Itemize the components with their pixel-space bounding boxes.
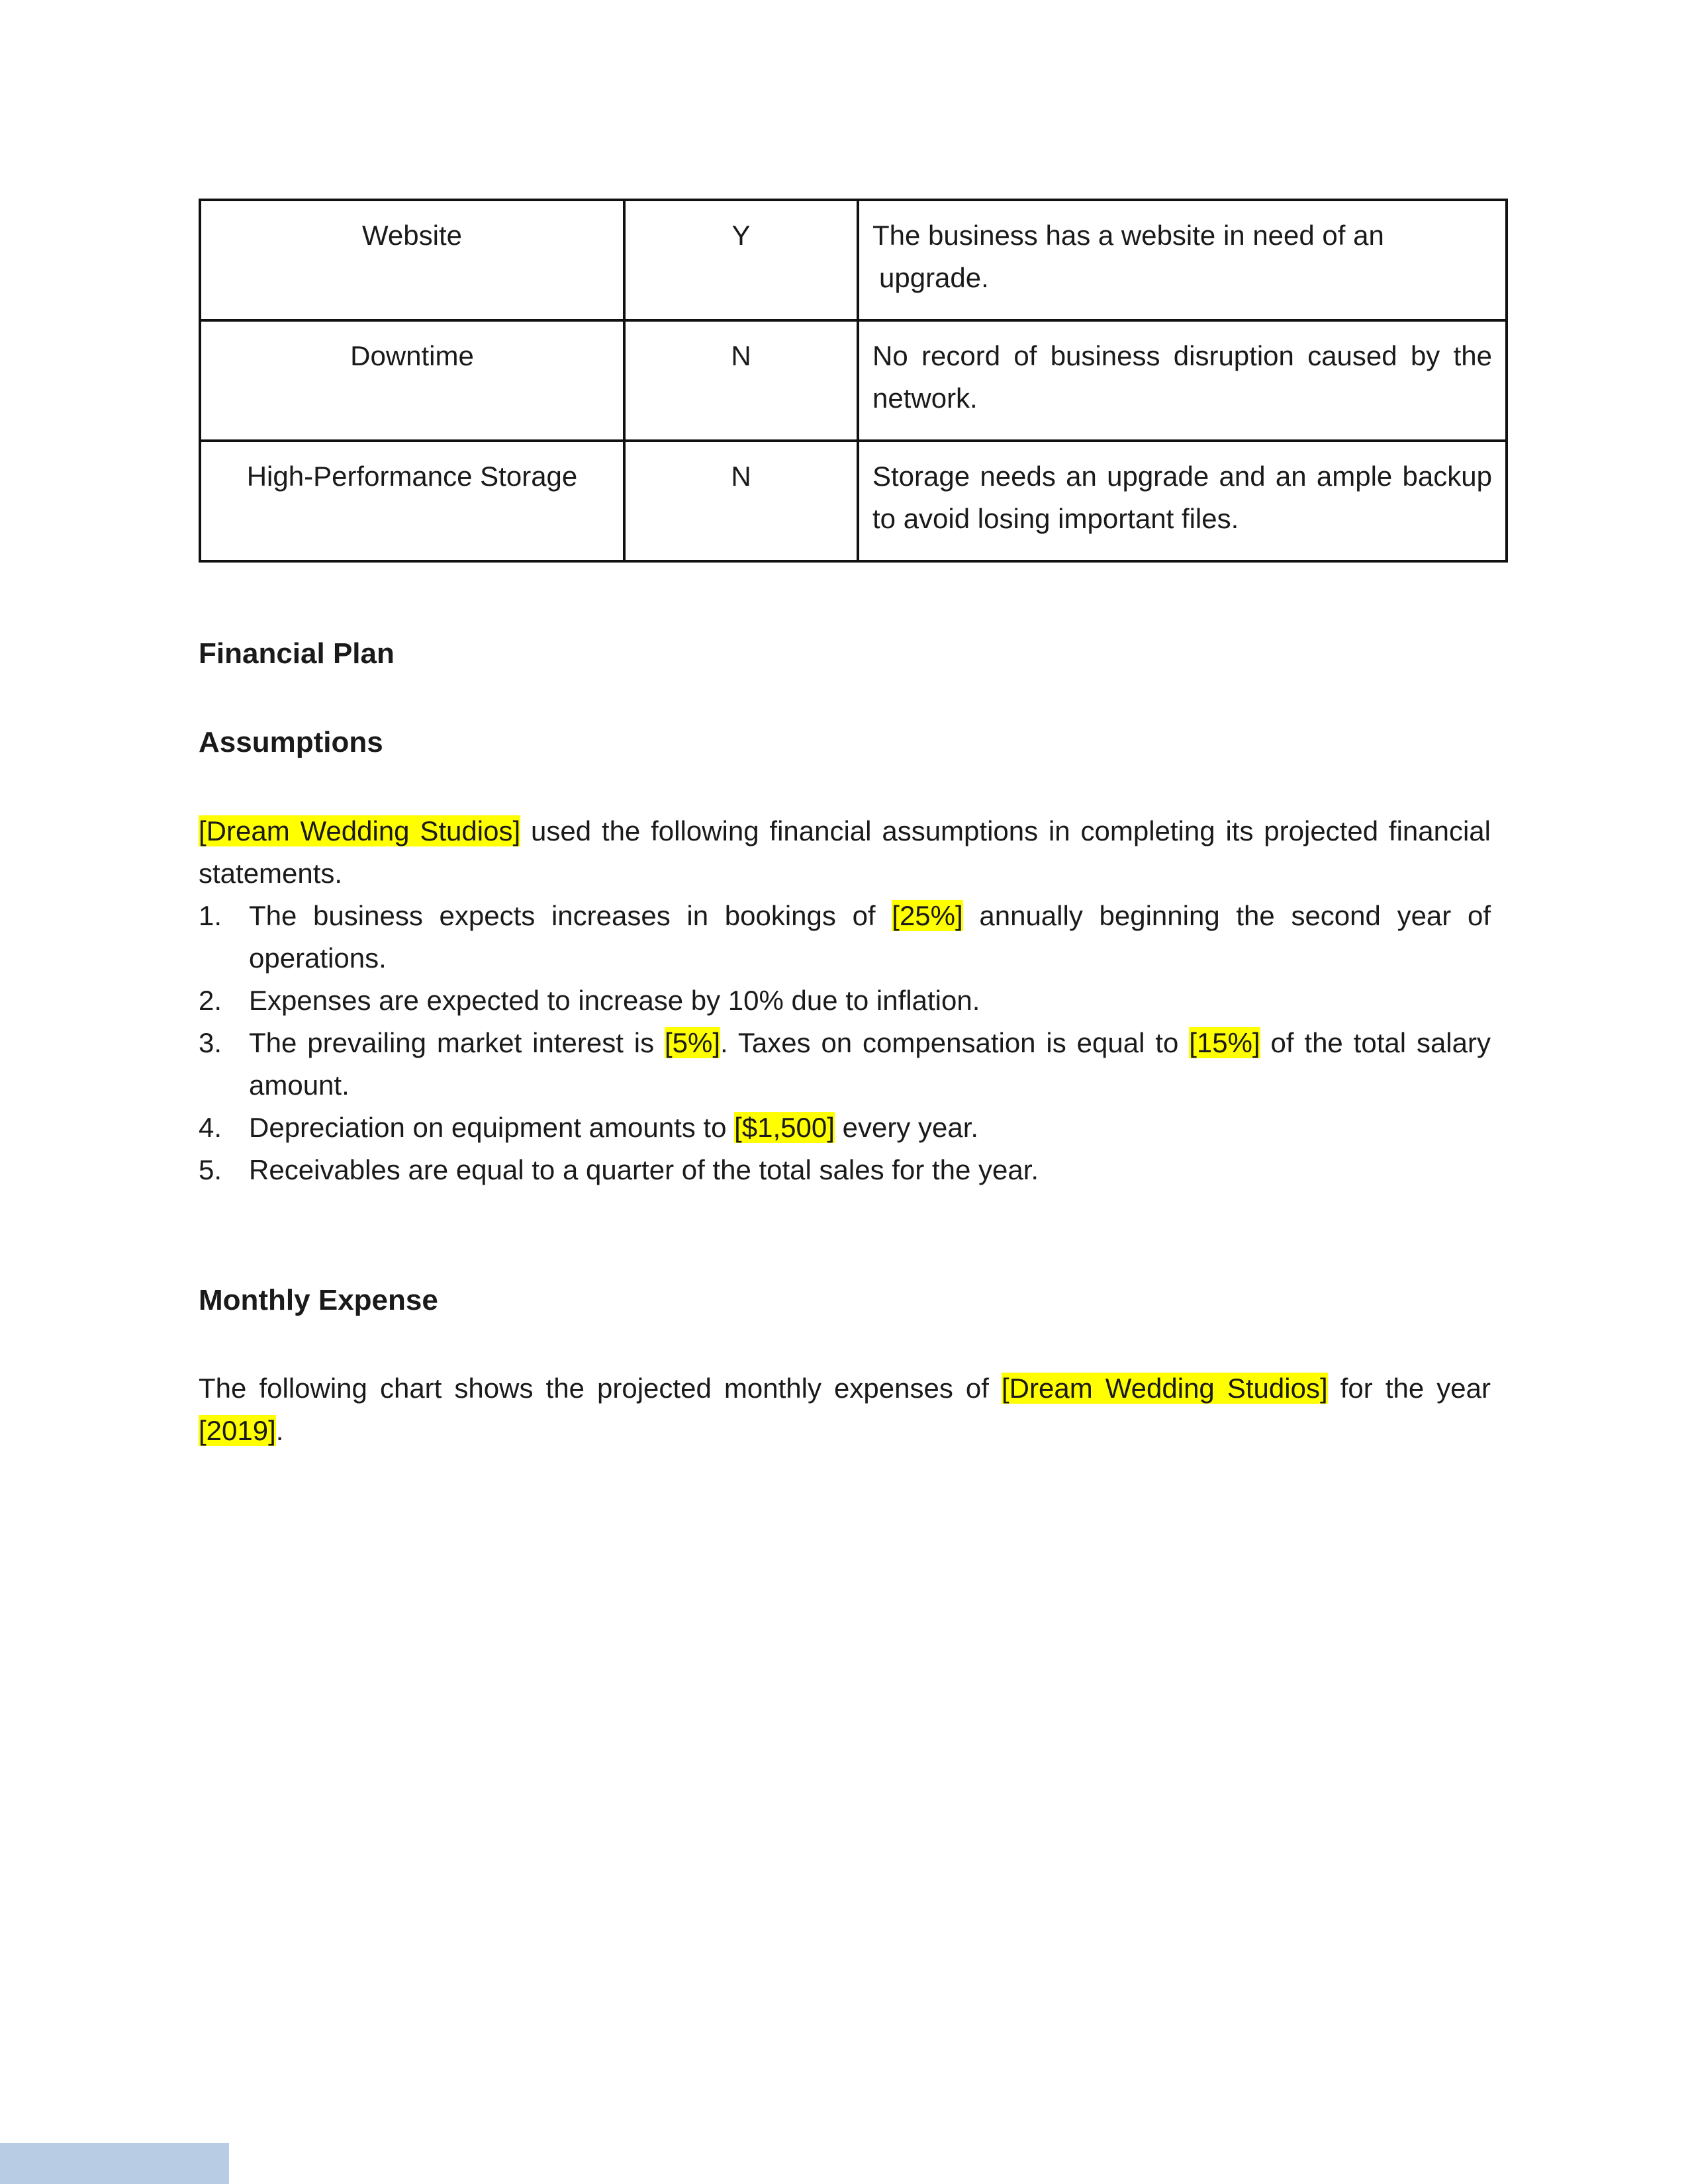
table-row <box>200 320 1507 441</box>
list-item <box>199 979 1491 1022</box>
highlight-value: [5%] <box>665 1027 721 1058</box>
table-row <box>200 200 1507 320</box>
monthly-expense-paragraph <box>199 1367 1491 1452</box>
assessment-table <box>199 199 1508 563</box>
note-line: upgrade. <box>879 262 989 293</box>
table-cell-note: Storage needs an upgrade and an ample backup to avoid losing important files. <box>858 441 1507 561</box>
highlight-value: [25%] <box>892 900 963 931</box>
assumptions-intro <box>199 810 1491 895</box>
item-text: The business expects increases in bookings of <box>249 900 892 931</box>
intro-text: used the following financial assumptions in completing its projected financial statements. <box>199 815 1491 889</box>
assumptions-heading: Assumptions <box>199 726 383 758</box>
item-text: . Taxes on compensation is equal to <box>720 1027 1190 1058</box>
company-placeholder: [Dream Wedding Studios] <box>199 815 521 846</box>
paragraph-text: . <box>275 1415 284 1446</box>
item-text: Receivables are equal to a quarter of the total sales for the year. <box>249 1154 1039 1185</box>
list-item <box>199 1107 1491 1149</box>
item-text: of the total salary amount. <box>249 1027 1491 1101</box>
item-text: The prevailing market interest is <box>249 1027 665 1058</box>
table-cell-item: Downtime <box>200 320 624 441</box>
table-cell-item: High-Performance Storage <box>200 441 624 561</box>
table-cell-note <box>858 200 1507 320</box>
table-cell-item: Website <box>200 200 624 320</box>
item-text: every year. <box>834 1112 979 1143</box>
list-number: 2. <box>199 985 222 1016</box>
list-number: 4. <box>199 1112 222 1143</box>
assumptions-list <box>199 895 1491 1191</box>
table-cell-status: Y <box>624 200 858 320</box>
item-text: Depreciation on equipment amounts to <box>249 1112 735 1143</box>
company-placeholder: [Dream Wedding Studios] <box>1002 1373 1328 1404</box>
table-cell-status: N <box>624 320 858 441</box>
year-placeholder: [2019] <box>199 1415 276 1446</box>
list-item <box>199 1022 1491 1107</box>
table-cell-status: N <box>624 441 858 561</box>
highlight-value: [$1,500] <box>734 1112 835 1143</box>
paragraph-text: The following chart shows the projected monthly expenses of <box>199 1373 1002 1404</box>
table-row <box>200 441 1507 561</box>
item-text: annually beginning the second year of operations. <box>249 900 1491 974</box>
item-text: Expenses are expected to increase by 10% due to inflation. <box>249 985 980 1016</box>
note-line: The business has a website in need of an <box>872 220 1384 251</box>
list-number: 1. <box>199 900 222 931</box>
list-item <box>199 895 1491 979</box>
list-number: 5. <box>199 1154 222 1185</box>
highlight-value: [15%] <box>1189 1027 1260 1058</box>
list-number: 3. <box>199 1027 222 1058</box>
list-item <box>199 1149 1491 1191</box>
footer-accent-bar <box>0 2143 229 2184</box>
paragraph-text: for the year <box>1327 1373 1491 1404</box>
financial-plan-heading: Financial Plan <box>199 637 395 670</box>
monthly-expense-heading: Monthly Expense <box>199 1284 438 1316</box>
table-cell-note: No record of business disruption caused by the network. <box>858 320 1507 441</box>
